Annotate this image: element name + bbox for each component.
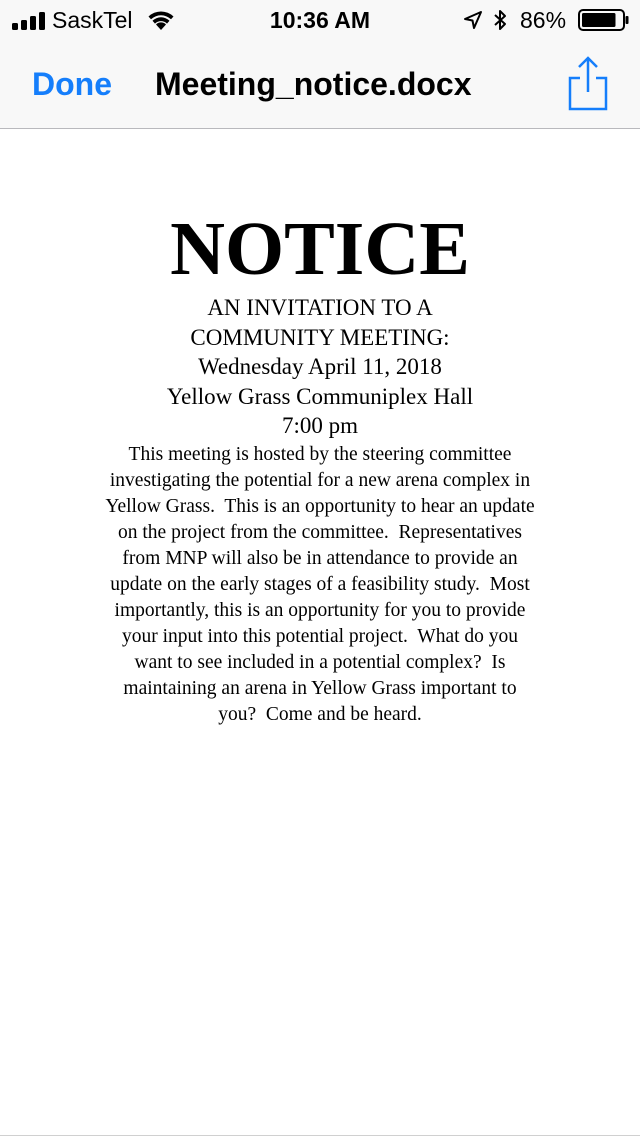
document-page xyxy=(60,205,580,728)
clock: 10:36 AM xyxy=(269,7,371,33)
meeting-date: Wednesday April 11, 2018 xyxy=(198,354,442,379)
body-line: update on the early stages of a feasibility study. Most xyxy=(110,573,530,595)
body-line: maintaining an arena in Yellow Grass important to xyxy=(123,677,517,699)
done-button[interactable]: Done xyxy=(32,66,112,102)
status-bar xyxy=(0,0,640,40)
body-line: from MNP will also be in attendance to provide an xyxy=(122,547,518,569)
battery-icon xyxy=(578,9,630,31)
invitation-line-2: COMMUNITY MEETING: xyxy=(190,324,450,350)
document-title: Meeting_notice.docx xyxy=(155,66,472,102)
meeting-details xyxy=(60,293,580,441)
notice-heading: NOTICE xyxy=(170,207,470,291)
carrier-name: SaskTel xyxy=(52,7,133,33)
body-line: want to see included in a potential complex? Is xyxy=(134,651,506,673)
notice-body xyxy=(60,442,580,728)
body-line: This meeting is hosted by the steering committee xyxy=(128,443,512,465)
invitation-line-1: AN INVITATION TO A xyxy=(207,295,433,320)
body-line: you? Come and be heard. xyxy=(218,703,422,725)
body-line: your input into this potential project. What do you xyxy=(121,625,519,647)
battery-percentage: 86% xyxy=(520,7,567,33)
body-line: importantly, this is an opportunity for you to provide xyxy=(114,599,526,621)
share-icon[interactable] xyxy=(566,56,610,112)
body-line: Yellow Grass. This is an opportunity to hear an update xyxy=(105,495,535,517)
meeting-location: Yellow Grass Communiplex Hall xyxy=(166,383,474,409)
meeting-time: 7:00 pm xyxy=(281,413,359,438)
bluetooth-icon xyxy=(493,8,507,32)
top-chrome xyxy=(0,0,640,129)
location-icon xyxy=(463,10,483,30)
body-line: on the project from the committee. Representatives xyxy=(118,521,522,543)
body-line: investigating the potential for a new arena complex in xyxy=(109,469,531,491)
